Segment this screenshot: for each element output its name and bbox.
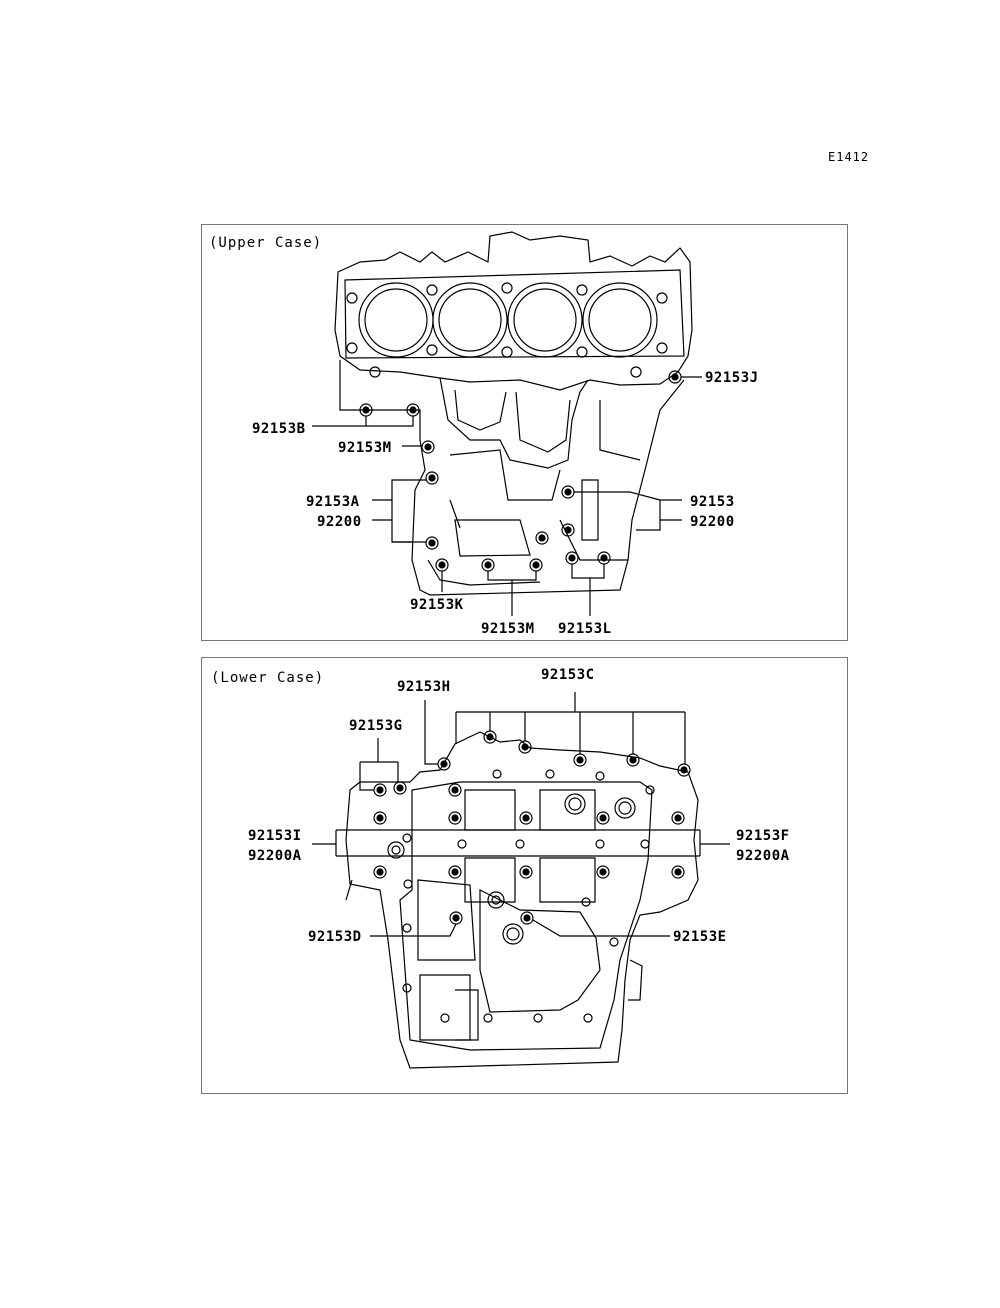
upper-crankcase-illustration <box>312 232 702 616</box>
part-label-92153l: 92153L <box>558 621 612 637</box>
part-label-92153j: 92153J <box>705 370 759 386</box>
part-label-92200a-left: 92200A <box>248 848 302 864</box>
part-label-92153f: 92153F <box>736 828 790 844</box>
diagram-code: E1412 <box>828 150 870 164</box>
upper-case-title: (Upper Case) <box>209 235 323 251</box>
part-label-92153m-upper: 92153M <box>338 440 392 456</box>
part-label-92200-left: 92200 <box>317 514 362 530</box>
part-label-92200a-right: 92200A <box>736 848 790 864</box>
lower-crankcase-illustration <box>312 692 730 1068</box>
part-label-92200-right: 92200 <box>690 514 735 530</box>
part-label-92153k: 92153K <box>410 597 464 613</box>
part-label-92153g: 92153G <box>349 718 403 734</box>
lower-case-title: (Lower Case) <box>211 670 325 686</box>
part-label-92153a: 92153A <box>306 494 360 510</box>
part-label-92153h: 92153H <box>397 679 451 695</box>
part-label-92153e: 92153E <box>673 929 727 945</box>
part-label-92153c: 92153C <box>541 667 595 683</box>
part-label-92153i: 92153I <box>248 828 302 844</box>
part-label-92153: 92153 <box>690 494 735 510</box>
part-label-92153d: 92153D <box>308 929 362 945</box>
part-label-92153b: 92153B <box>252 421 306 437</box>
part-label-92153m-lower: 92153M <box>481 621 535 637</box>
